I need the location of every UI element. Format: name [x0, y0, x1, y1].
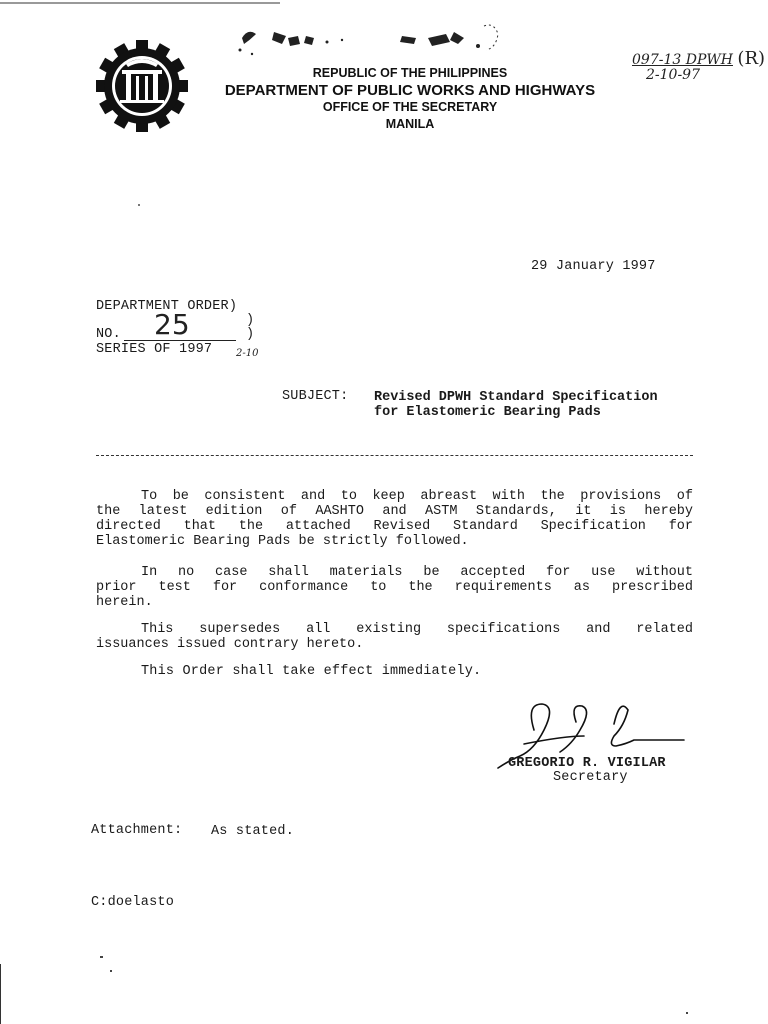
reference-mark: (R)	[737, 48, 766, 69]
signatory-title: Secretary	[553, 770, 628, 785]
paragraph-1	[96, 489, 693, 549]
scan-speck	[110, 970, 112, 972]
office-heading: OFFICE OF THE SECRETARY	[322, 100, 498, 114]
scan-speck	[100, 956, 103, 958]
subject-line-2: for Elastomeric Bearing Pads	[374, 405, 601, 420]
paragraph-2-line: In no case shall materials be accepted for use without	[141, 565, 693, 580]
paragraph-2	[96, 565, 693, 610]
order-number: 25	[154, 308, 190, 341]
scan-edge-left	[0, 964, 1, 1024]
department-heading: DEPARTMENT OF PUBLIC WORKS AND HIGHWAYS	[224, 82, 596, 99]
attachment-label: Attachment:	[91, 823, 183, 838]
handwritten-reference	[632, 48, 765, 69]
dpwh-seal-logo	[96, 40, 188, 132]
reference-number: 097-13 DPWH	[632, 52, 733, 68]
signatory-name: GREGORIO R. VIGILAR	[508, 756, 666, 771]
order-paren-2: )	[246, 327, 255, 342]
document-date: 29 January 1997	[531, 259, 656, 274]
file-reference: C:doelasto	[91, 895, 175, 910]
order-no-label: NO.	[96, 327, 121, 342]
republic-heading: REPUBLIC OF THE PHILIPPINES	[312, 66, 508, 80]
dashed-separator	[96, 455, 693, 456]
series-label: SERIES OF 1997	[96, 342, 213, 357]
scan-edge-line	[0, 2, 280, 4]
paragraph-1-line: Elastomeric Bearing Pads be strictly followed.	[96, 534, 469, 549]
paragraph-3	[96, 622, 693, 652]
order-paren-1: )	[246, 313, 255, 328]
handwritten-reference-date: 2-10-97	[646, 67, 700, 83]
scan-speck	[686, 1012, 688, 1014]
paragraph-1-line: the latest edition of AASHTO and ASTM Standards, it is hereby	[96, 504, 693, 519]
paragraph-2-line: herein.	[96, 595, 153, 610]
paragraph-3-line: issuances issued contrary hereto.	[96, 637, 364, 652]
subject-label: SUBJECT:	[282, 389, 349, 404]
paragraph-4: This Order shall take effect immediately.	[141, 664, 482, 679]
series-handwritten-note: 2-10	[236, 348, 259, 359]
paragraph-2-line: prior test for conformance to the requirements as prescribed	[96, 580, 693, 595]
paragraph-1-line: directed that the attached Revised Standard Specification for	[96, 519, 693, 534]
subject-line-1: Revised DPWH Standard Specification	[374, 390, 658, 405]
paragraph-3-line: This supersedes all existing specifications and related	[141, 622, 693, 637]
ink-smudge-mark	[232, 18, 522, 60]
city-heading: MANILA	[385, 117, 435, 131]
attachment-value: As stated.	[211, 824, 295, 839]
paragraph-1-line: To be consistent and to keep abreast with the provisions of	[141, 489, 693, 504]
department-order-label: DEPARTMENT ORDER)	[96, 299, 238, 314]
scan-speck	[138, 204, 140, 206]
